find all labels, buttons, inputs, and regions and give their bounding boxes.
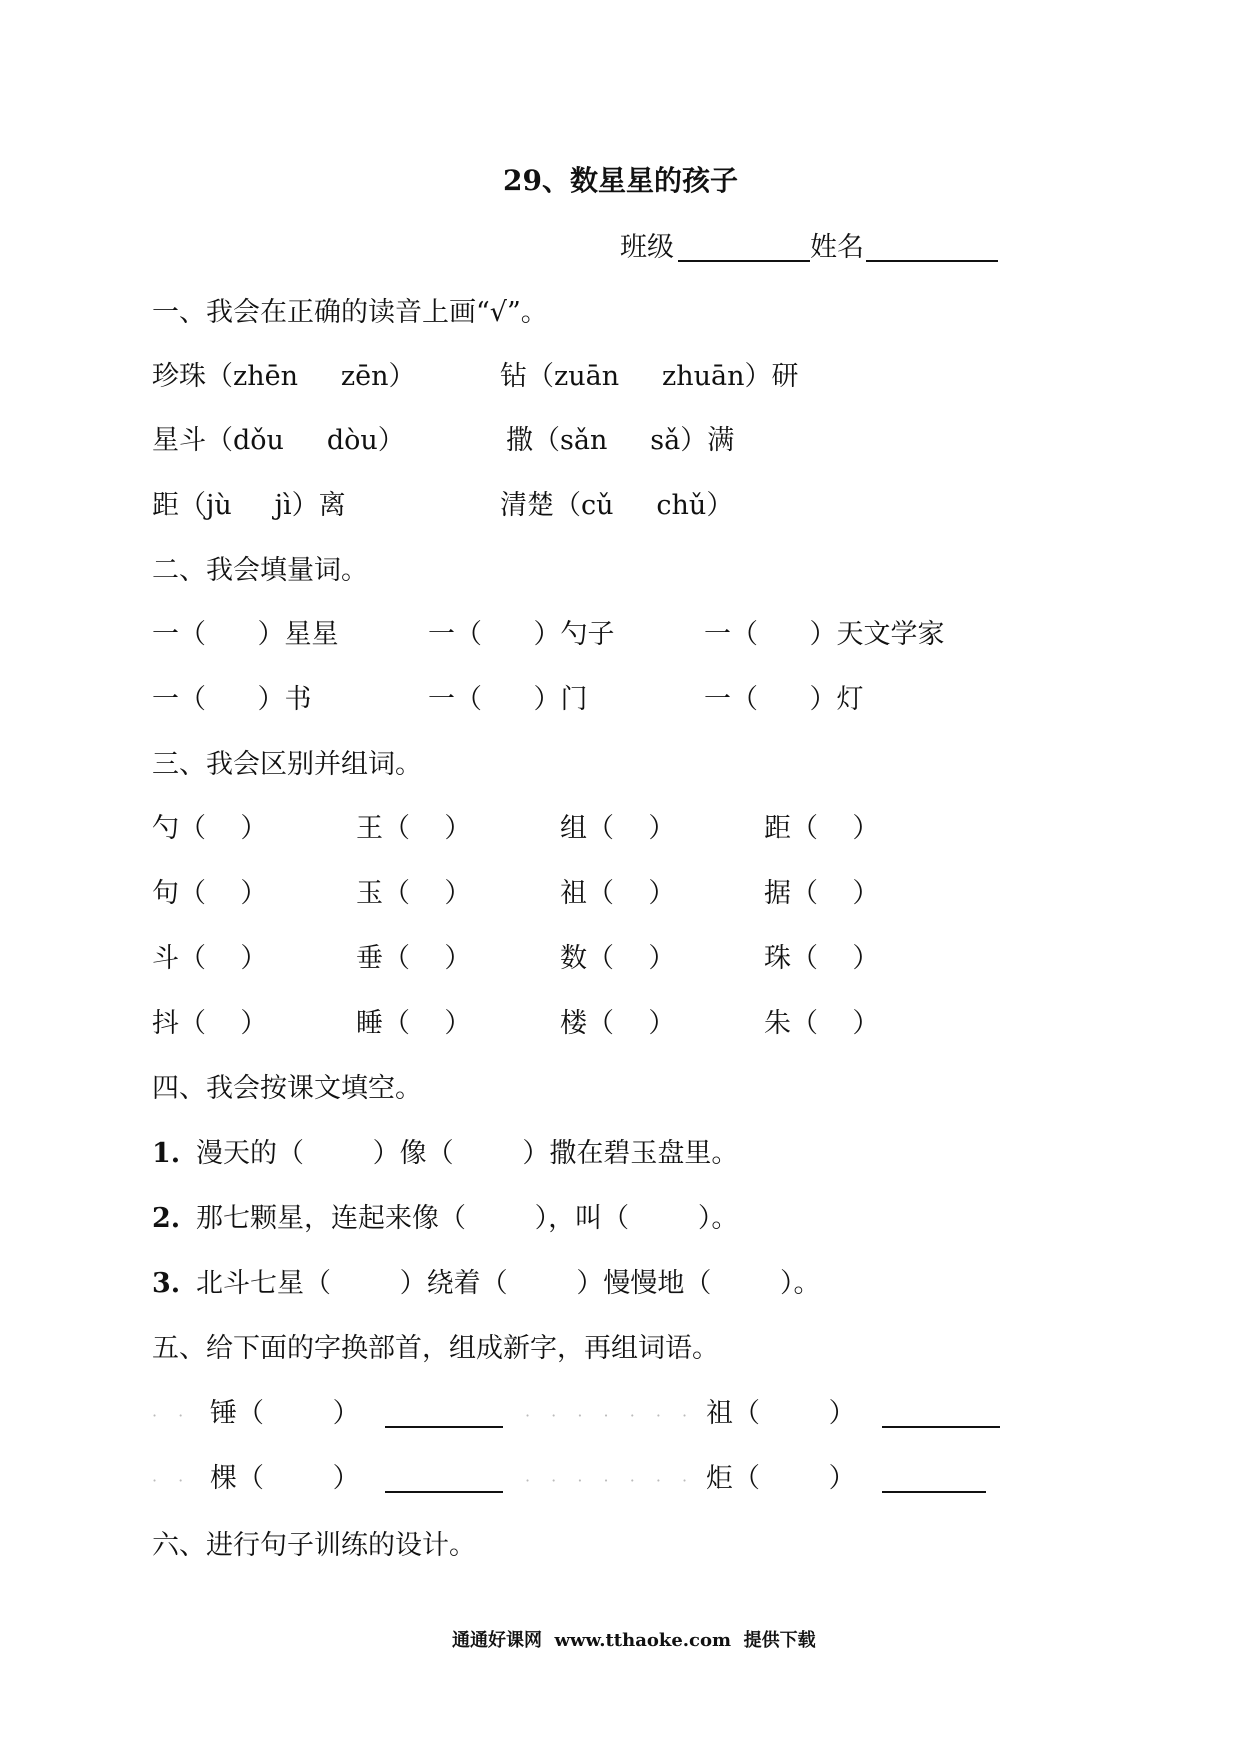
word-group-item: 抖（ ） xyxy=(152,1008,268,1039)
radical-item: 炬（ ） xyxy=(706,1463,856,1494)
word-group-item: 据（ ） xyxy=(764,878,880,909)
pinyin-item: 撒（sǎn sǎ）满 xyxy=(506,425,735,456)
footer-credit: 通通好课网 www.tthaoke.com 提供下载 xyxy=(452,1630,816,1651)
name-label: 姓名 xyxy=(810,232,864,263)
word-group-item: 组（ ） xyxy=(560,813,676,844)
fill-in-sentence: 北斗七星（ ）绕着（ ）慢慢地（ ）。 xyxy=(196,1268,821,1299)
pinyin-item: 距（jù jì）离 xyxy=(152,490,346,521)
answer-line xyxy=(882,1426,1000,1428)
section2-heading: 二、我会填量词。 xyxy=(152,555,368,586)
dotted-guide: · · xyxy=(152,1471,192,1490)
dotted-guide: · · · · · · · xyxy=(525,1471,696,1490)
pinyin-item: 钻（zuān zhuān）研 xyxy=(500,361,799,392)
word-group-item: 祖（ ） xyxy=(560,878,676,909)
measure-word-item: 一（ ）勺子 xyxy=(428,619,615,650)
class-blank-line xyxy=(678,260,810,262)
radical-item: 锤（ ） xyxy=(210,1398,360,1429)
word-group-item: 玉（ ） xyxy=(356,878,472,909)
pinyin-item: 珍珠（zhēn zēn） xyxy=(152,361,416,392)
section1-heading: 一、我会在正确的读音上画“√”。 xyxy=(152,297,548,328)
answer-line xyxy=(385,1491,503,1493)
answer-line xyxy=(882,1491,986,1493)
dotted-guide: · · · · · · · xyxy=(525,1406,696,1425)
word-group-item: 距（ ） xyxy=(764,813,880,844)
dotted-guide: · · xyxy=(152,1406,192,1425)
radical-item: 祖（ ） xyxy=(706,1398,856,1429)
measure-word-item: 一（ ）天文学家 xyxy=(704,619,945,650)
measure-word-item: 一（ ）书 xyxy=(152,684,312,715)
question-number: 1. xyxy=(152,1138,181,1169)
measure-word-item: 一（ ）门 xyxy=(428,684,588,715)
word-group-item: 睡（ ） xyxy=(356,1008,472,1039)
class-label: 班级 xyxy=(620,232,674,263)
section4-heading: 四、我会按课文填空。 xyxy=(152,1073,422,1104)
word-group-item: 王（ ） xyxy=(356,813,472,844)
word-group-item: 句（ ） xyxy=(152,878,268,909)
word-group-item: 珠（ ） xyxy=(764,943,880,974)
pinyin-item: 星斗（dǒu dòu） xyxy=(152,425,405,456)
word-group-item: 朱（ ） xyxy=(764,1008,880,1039)
fill-in-sentence: 那七颗星，连起来像（ ），叫（ ）。 xyxy=(196,1203,739,1234)
name-blank-line xyxy=(866,260,998,262)
question-number: 2. xyxy=(152,1203,181,1234)
radical-item: 棵（ ） xyxy=(210,1463,360,1494)
page-title: 29、数星星的孩子 xyxy=(503,164,738,197)
word-group-item: 斗（ ） xyxy=(152,943,268,974)
section6-heading: 六、进行句子训练的设计。 xyxy=(152,1530,476,1561)
word-group-item: 楼（ ） xyxy=(560,1008,676,1039)
section3-heading: 三、我会区别并组词。 xyxy=(152,749,422,780)
fill-in-sentence: 漫天的（ ）像（ ）撒在碧玉盘里。 xyxy=(196,1138,739,1169)
pinyin-item: 清楚（cǔ chǔ） xyxy=(500,490,734,521)
word-group-item: 数（ ） xyxy=(560,943,676,974)
question-number: 3. xyxy=(152,1268,181,1299)
measure-word-item: 一（ ）星星 xyxy=(152,619,339,650)
answer-line xyxy=(385,1426,503,1428)
word-group-item: 勺（ ） xyxy=(152,813,268,844)
section5-heading: 五、给下面的字换部首，组成新字，再组词语。 xyxy=(152,1333,719,1364)
word-group-item: 垂（ ） xyxy=(356,943,472,974)
measure-word-item: 一（ ）灯 xyxy=(704,684,864,715)
